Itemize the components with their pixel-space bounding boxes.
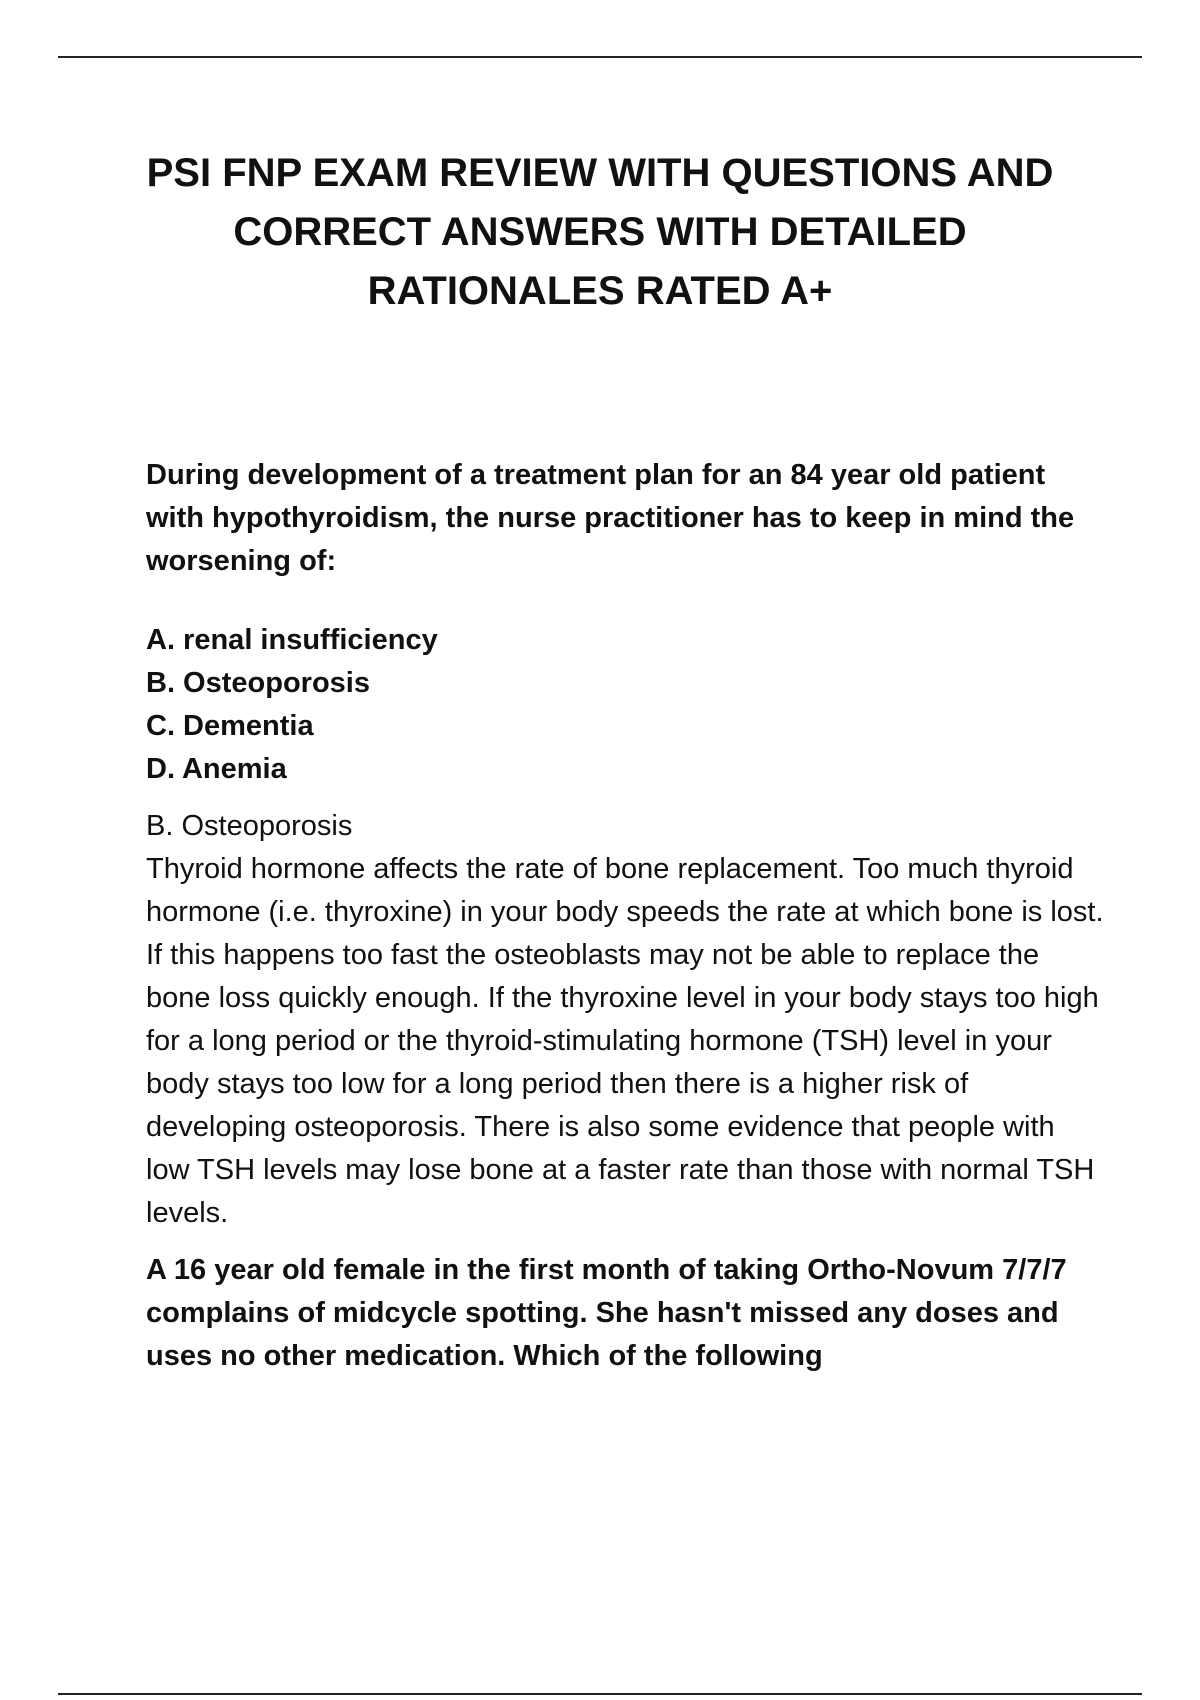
option-d: D. Anemia [146,753,287,785]
question-1-options [146,619,1106,791]
question-1-text: During development of a treatment plan for an 84 year old patient with hypothyroidism, the nurse practitioner has to keep in mind the worsening of: [146,459,1075,577]
rationale: Thyroid hormone affects the rate of bone replacement. Too much thyroid hormone (i.e. thyroxine) in your body speeds the rate at which bone is lost. If this happens too fast the osteoblasts may not be able to replace the bone loss quickly enough. If the thyroxine level in your body stays too high for a long period or the thyroid-stimulating hormone (TSH) level in your body stays too low for a long period then there is a higher risk of developing osteoporosis. There is also some evidence that people with low TSH levels may lose bone at a faster rate than those with normal TSH levels. [146,853,1104,1229]
question-1-answer-block [146,805,1106,1235]
correct-answer: B. Osteoporosis [146,810,353,842]
question-2-text: A 16 year old female in the first month of taking Ortho-Novum 7/7/7 complains of midcycle spotting. She hasn't missed any doses and uses no other medication. Which of the following [146,1254,1067,1372]
option-b: B. Osteoporosis [146,667,370,699]
option-c: C. Dementia [146,710,314,742]
bottom-divider [58,1693,1142,1695]
document-title: PSI FNP EXAM REVIEW WITH QUESTIONS AND CORRECT ANSWERS WITH DETAILED RATIONALES RATED A+ [146,151,1054,313]
document-body [146,454,1106,1378]
option-a: A. renal insufficiency [146,624,438,656]
top-divider [58,56,1142,58]
